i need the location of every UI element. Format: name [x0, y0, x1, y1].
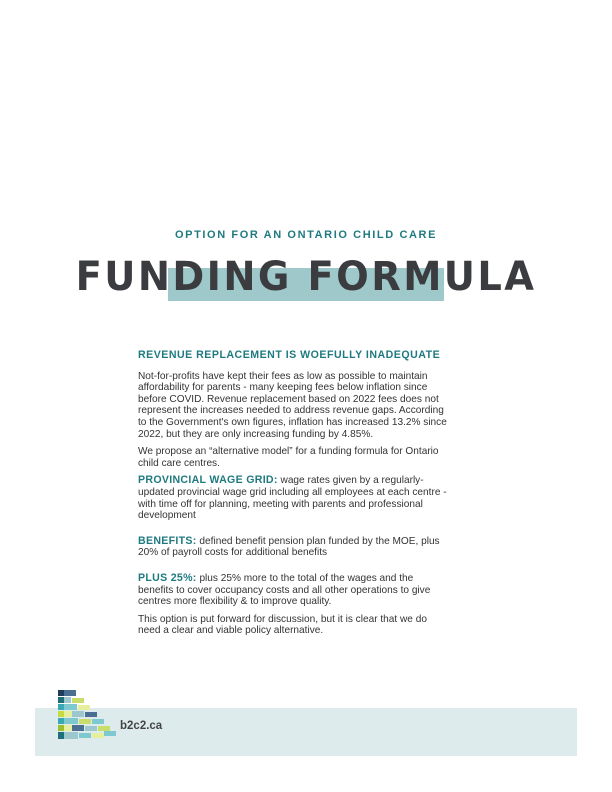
item-text: plus 25% more to the total of the wages and the benefits to cover occupancy costs and all other operations to give centres more flexibility & to improve quality.	[138, 572, 431, 608]
item-benefits	[138, 536, 448, 559]
document-title: FUNDING FORMULA	[75, 254, 537, 300]
website-link[interactable]: b2c2.ca	[120, 720, 163, 732]
item-lead: BENEFITS:	[138, 534, 197, 547]
item-text: defined benefit pension plan funded by the MOE, plus 20% of payroll costs for additional benefits	[138, 535, 440, 559]
document-subtitle: OPTION FOR AN ONTARIO CHILD CARE	[174, 229, 438, 241]
brick-wall-logo-icon	[58, 690, 118, 742]
proposal-paragraph: We propose an “alternative model” for a funding formula for Ontario child care centres.	[138, 446, 439, 469]
item-plus-25	[138, 573, 448, 608]
item-lead: PLUS 25%:	[138, 571, 197, 584]
section-heading: REVENUE REPLACEMENT IS WOEFULLY INADEQUATE	[138, 349, 441, 361]
document-body	[138, 350, 448, 643]
item-lead: PROVINCIAL WAGE GRID:	[138, 474, 278, 487]
item-text: wage rates given by a regularly-updated provincial wage grid including all employees at each centre - with time off for planning, meeting with parents and professional development	[138, 475, 447, 522]
intro-paragraph: Not-for-profits have kept their fees as low as possible to maintain affordability for parents - many keeping fees below inflation since before COVID. Revenue replacement based on 2022 fees does not represent the increases needed to address revenue gaps. According to the Government's own figures, inflation has increased 13.2% since 2022, but they are only increasing funding by 4.85%.	[138, 370, 447, 440]
item-wage-grid	[138, 475, 448, 521]
closing-paragraph: This option is put forward for discussion, but it is clear that we do need a clear and viable policy alternative.	[138, 613, 427, 637]
